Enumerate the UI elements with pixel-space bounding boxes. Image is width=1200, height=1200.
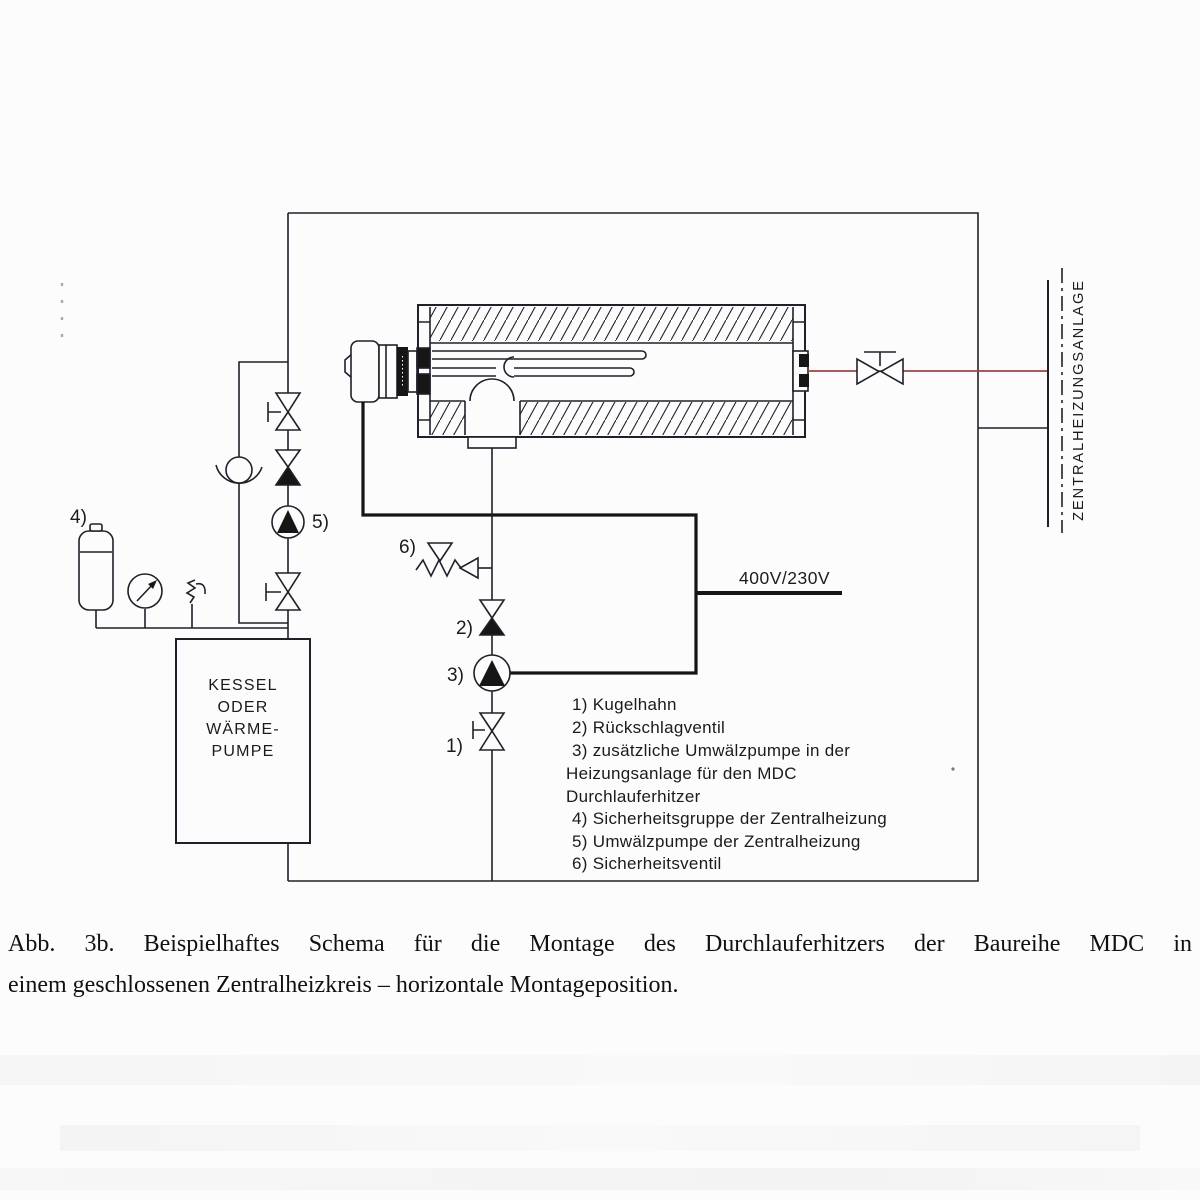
ball-valve-top-icon bbox=[268, 393, 300, 430]
heater-wall-top-hatch bbox=[430, 307, 793, 341]
safety-group bbox=[79, 524, 288, 628]
ball-valve-1-icon bbox=[473, 713, 504, 750]
label-safety-valve-6: 6) bbox=[399, 537, 416, 558]
electrical-lines bbox=[363, 402, 842, 673]
boiler-label-line2: ODER bbox=[217, 699, 269, 716]
boiler-label-line4: PUMPE bbox=[211, 743, 275, 760]
relief-valve-icon bbox=[187, 580, 205, 603]
check-valve-left-icon bbox=[276, 450, 300, 485]
scan-smudge bbox=[0, 1055, 1200, 1085]
figure-caption bbox=[8, 924, 1192, 1006]
bypass-device-icon bbox=[226, 457, 252, 483]
caption-line-1: Abb. 3b. Beispielhaftes Schema für die Montage des Durchlauferhitzers der Baureihe MDC in bbox=[8, 931, 1192, 957]
legend-line-8: 6) Sicherheitsventil bbox=[572, 854, 722, 873]
heater-outlet-flange bbox=[793, 351, 809, 391]
central-heating-interface bbox=[1048, 268, 1087, 533]
label-check-valve-2: 2) bbox=[456, 618, 473, 639]
left-riser bbox=[266, 393, 304, 610]
pressure-gauge-icon bbox=[128, 574, 162, 608]
heater-inlet-port bbox=[465, 379, 520, 448]
pump-3-icon bbox=[474, 655, 510, 691]
legend-line-1: 1) Kugelhahn bbox=[572, 695, 677, 714]
scan-smudge bbox=[0, 1168, 1200, 1190]
label-ball-valve-1: 1) bbox=[446, 736, 463, 757]
scan-speck bbox=[951, 767, 954, 770]
voltage-label: 400V/230V bbox=[739, 568, 831, 588]
legend-line-2: 2) Rückschlagventil bbox=[572, 718, 726, 737]
bypass-branch bbox=[216, 362, 288, 623]
heater-unit bbox=[345, 305, 809, 448]
boiler-outline bbox=[176, 639, 310, 843]
check-valve-2-icon bbox=[480, 600, 504, 635]
central-heating-label: ZENTRALHEIZUNGSANLAGE bbox=[1071, 279, 1087, 521]
heater-wall-bottom-hatch-right bbox=[520, 402, 793, 435]
expansion-vessel-icon bbox=[79, 524, 113, 610]
hot-water-pipe bbox=[808, 352, 1048, 428]
label-pump-3: 3) bbox=[447, 665, 464, 686]
legend-line-3: 3) zusätzliche Umwälzpumpe in der bbox=[572, 741, 851, 760]
legend-line-6: 4) Sicherheitsgruppe der Zentralheizung bbox=[572, 809, 888, 828]
legend-line-5: Durchlauferhitzer bbox=[566, 787, 701, 806]
boiler-label-line3: WÄRME- bbox=[206, 721, 280, 738]
boiler-box bbox=[176, 639, 310, 843]
caption-line-2: einem geschlossenen Zentralheizkreis – horizontale Montageposition. bbox=[8, 972, 679, 998]
heater-wall-bottom-hatch-left bbox=[430, 402, 465, 435]
safety-valve-6-icon bbox=[416, 543, 492, 578]
label-pump-5: 5) bbox=[312, 512, 329, 533]
component-number-labels bbox=[70, 507, 473, 757]
heater-cap bbox=[345, 341, 430, 402]
legend-line-4: Heizungsanlage für den MDC bbox=[566, 764, 797, 783]
scan-smudge bbox=[60, 1125, 1140, 1151]
label-safety-group-4: 4) bbox=[70, 507, 87, 528]
legend-line-7: 5) Umwälzpumpe der Zentralheizung bbox=[572, 832, 861, 851]
legend bbox=[566, 695, 887, 873]
ball-valve-lower-icon bbox=[266, 573, 300, 610]
boiler-label-line1: KESSEL bbox=[208, 677, 278, 694]
pump-5-icon bbox=[272, 506, 304, 538]
heating-element-icon bbox=[432, 351, 646, 377]
ball-valve-right-icon bbox=[857, 352, 903, 384]
